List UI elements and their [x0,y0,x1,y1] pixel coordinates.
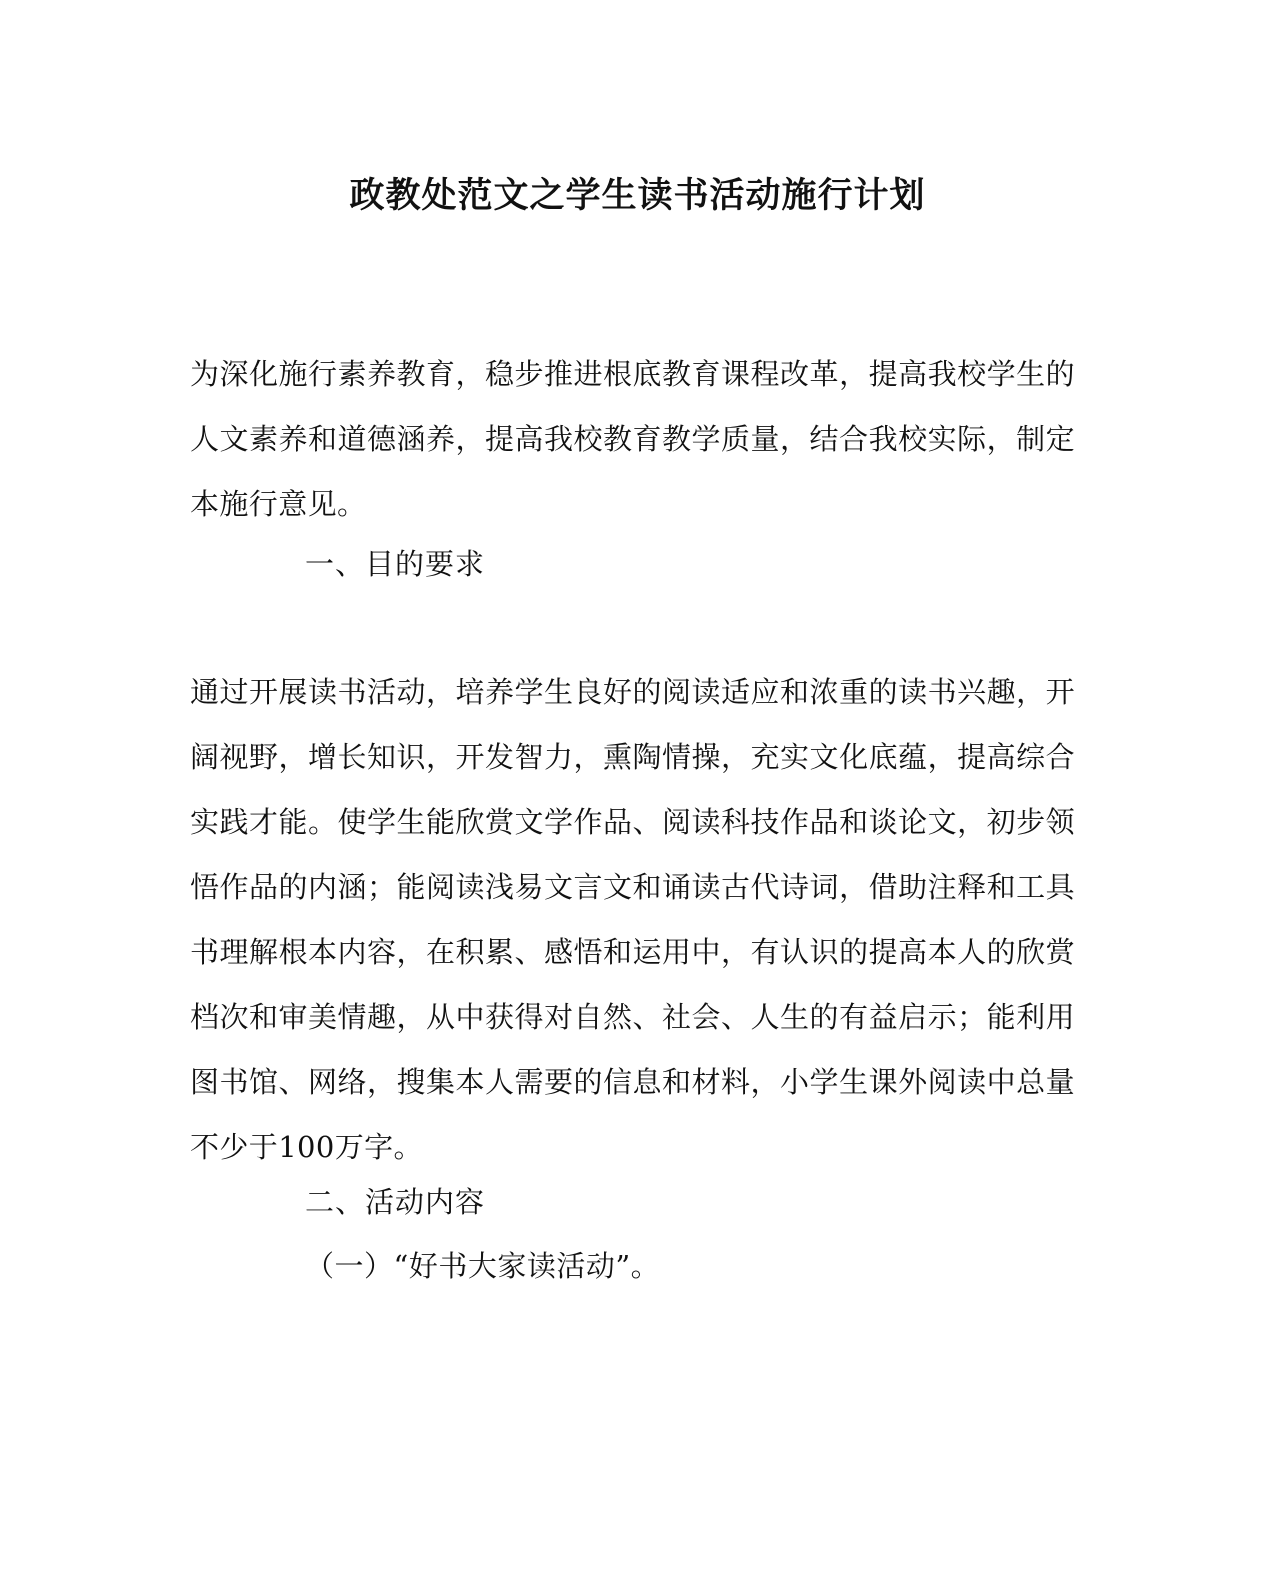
intro-paragraph: 为深化施行素养教育，稳步推进根底教育课程改革，提高我校学生的人文素养和道德涵养，提高我校教育教学质量，结合我校实际，制定本施行意见。 [190,357,1075,521]
activity-item-1: （一）“好书大家读活动”。 [305,1249,661,1283]
section-heading-objectives: 一、目的要求 [305,547,486,581]
document-title: 政教处范文之学生读书活动施行计划 [349,175,926,216]
section-heading-activities: 二、活动内容 [305,1185,486,1219]
objectives-paragraph: 通过开展读书活动，培养学生良好的阅读适应和浓重的读书兴趣，开阔视野，增长知识，开发智力，熏陶情操，充实文化底蕴，提高综合实践才能。使学生能欣赏文学作品、阅读科技作品和谈论文，初步领悟作品的内涵；能阅读浅易文言文和诵读古代诗词，借助注释和工具书理解根本内容，在积累、感悟和运用中，有认识的提高本人的欣赏档次和审美情趣，从中获得对自然、社会、人生的有益启示；能利用图书馆、网络，搜集本人需要的信息和材料，小学生课外阅读中总量不少于100万字。 [190,675,1075,1164]
